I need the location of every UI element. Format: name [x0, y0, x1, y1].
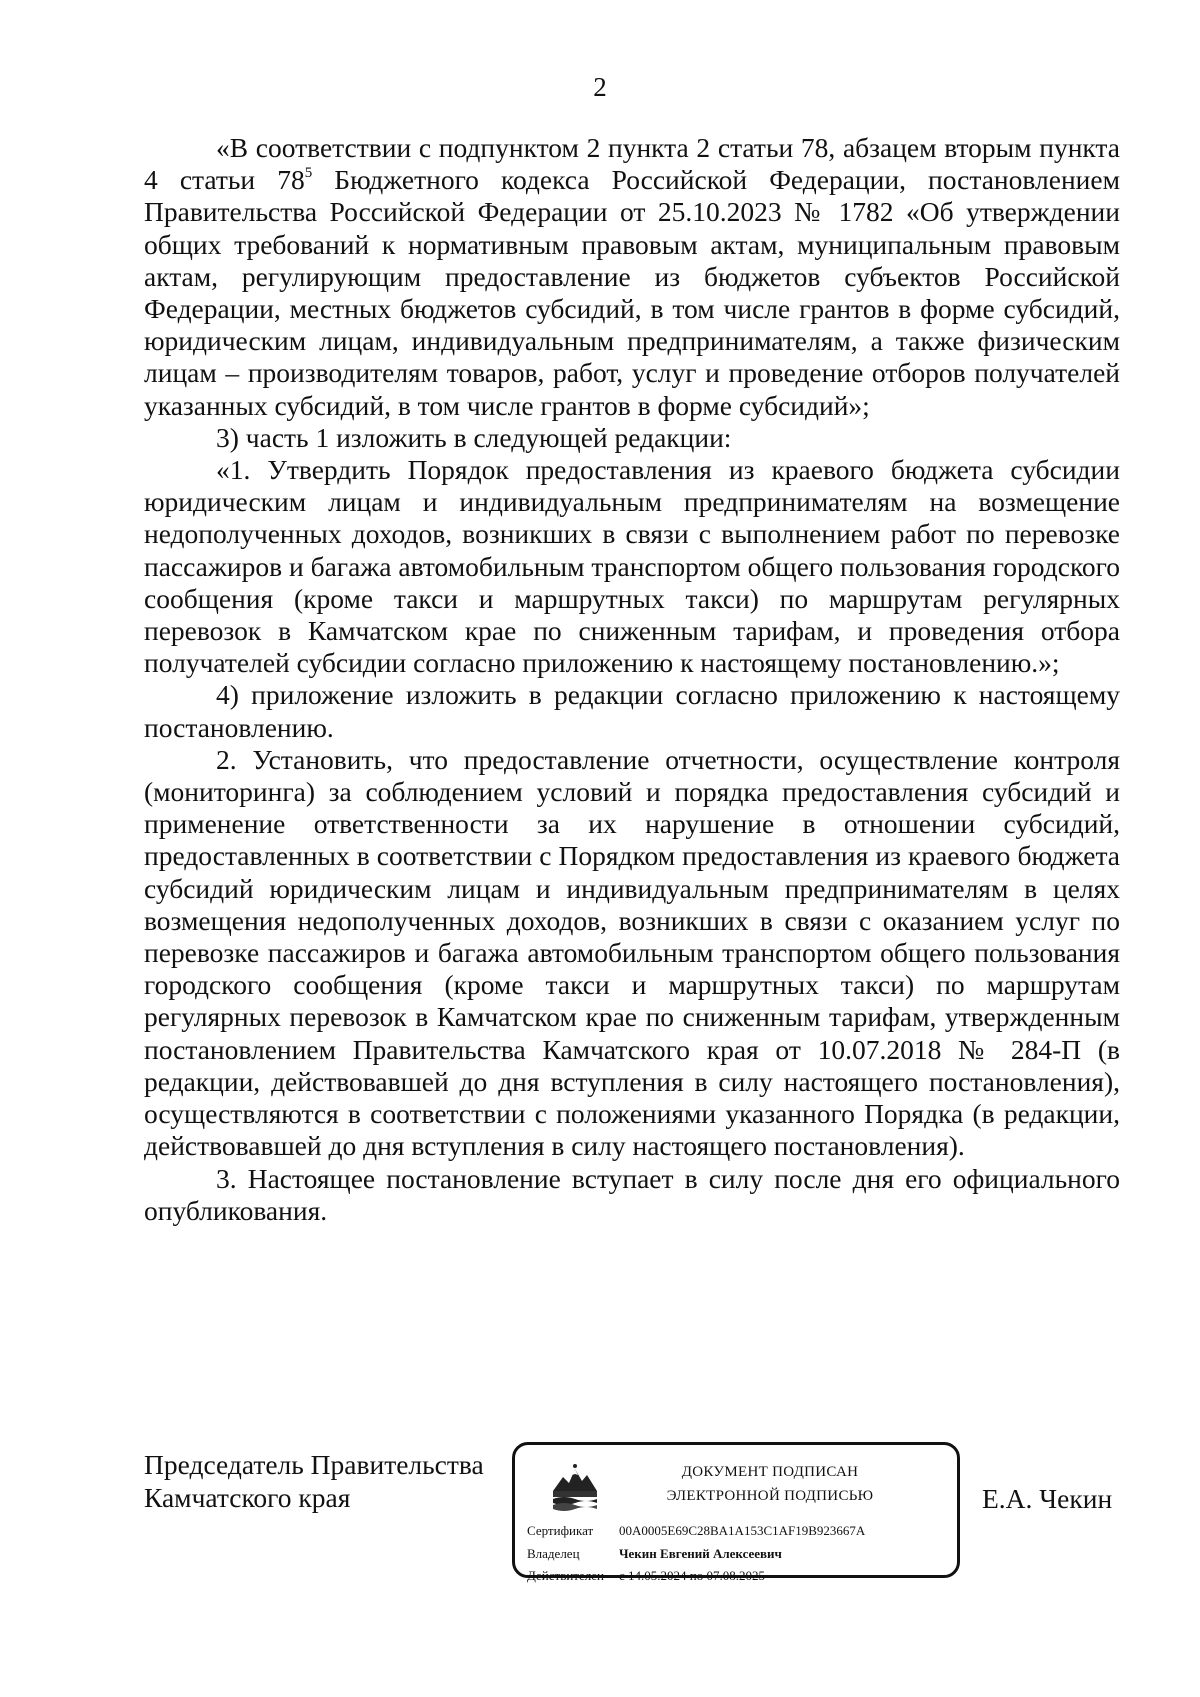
stamp-title-line-2: ЭЛЕКТРОННОЙ ПОДПИСЬЮ [666, 1488, 874, 1504]
paragraph-6: 3. Настоящее постановление вступает в силу после дня его официального опубликования. [144, 1162, 1120, 1226]
paragraph-4: 4) приложение изложить в редакции согласно приложению к настоящему постановлению. [144, 679, 1120, 743]
validity-value: с 14.05.2024 по 07.08.2025 [619, 1568, 765, 1583]
stamp-title-line-1: ДОКУМЕНТ ПОДПИСАН [681, 1464, 859, 1480]
electronic-signature-stamp [512, 1442, 960, 1583]
paragraph-1-rest: Бюджетного кодекса Российской Федерации, постановлением Правительства Российской Федерации от 25.10.2023 № 1782 «Об утверждении общих требований к нормативным правовым актам, муниципальным правовым актам, регулирующим предоставление из бюджетов субъектов Российской Федерации, местных бюджетов субсидий, в том числе грантов в форме субсидий, юридическим лицам, индивидуальным предпринимателям, а также физическим лицам – производителям товаров, работ, услуг и проведение отборов получателей указанных субсидий, в том числе грантов в форме субсидий»; [144, 164, 1120, 421]
signatory-name: Е.А. Чекин [982, 1483, 1113, 1514]
superscript: 5 [304, 165, 313, 182]
stamp-owner-row [527, 1546, 782, 1562]
kamchatka-emblem-icon [549, 1463, 601, 1513]
paragraph-1 [144, 132, 1120, 422]
certificate-value: 00A0005E69C28BA1A153C1AF19B923667A [619, 1523, 866, 1538]
document-body [144, 132, 1120, 1227]
signatory-position [144, 1448, 484, 1514]
stamp-certificate-row [527, 1523, 865, 1539]
page-number: 2 [593, 72, 607, 102]
paragraph-2: 3) часть 1 изложить в следующей редакции: [216, 421, 732, 453]
position-line-2: Камчатского края [144, 1482, 351, 1513]
paragraph-1-text: «В соответствии с подпунктом 2 пункта 2 статьи 78, абзацем вторым пункта 4 статьи 78 [144, 132, 1120, 196]
paragraph-3: «1. Утвердить Порядок предоставления из краевого бюджета субсидии юридическим лицам и индивидуальным предпринимателям на возмещение недополученных доходов, возникших в связи с выполнением работ по перевозке пассажиров и багажа автомобильным транспортом общего пользования городского сообщения (кроме такси и маршрутных такси) по маршрутам регулярных перевозок в Камчатском крае по сниженным тарифам, и проведения отбора получателей субсидии согласно приложению к настоящему постановлению.»; [144, 454, 1120, 679]
owner-label: Владелец [527, 1546, 580, 1561]
validity-label: Действителен [527, 1568, 604, 1583]
paragraph-5: 2. Установить, что предоставление отчетности, осуществление контроля (мониторинга) за соблюдением условий и порядка предоставления субсидий и применение ответственности за их нарушение в отношении субсидий, предоставленных в соответствии с Порядком предоставления из краевого бюджета субсидий юридическим лицам и индивидуальным предпринимателям в целях возмещения недополученных доходов, возникших в связи с оказанием услуг по перевозке пассажиров и багажа автомобильным транспортом общего пользования городского сообщения (кроме такси и маршрутных такси) по маршрутам регулярных перевозок в Камчатском крае по сниженным тарифам, утвержденным постановлением Правительства Камчатского края от 10.07.2018 № 284-П (в редакции, действовавшей до дня вступления в силу настоящего постановления), осуществляются в соответствии с положениями указанного Порядка (в редакции, действовавшей до дня вступления в силу настоящего постановления). [144, 743, 1120, 1162]
stamp-validity-row [527, 1568, 765, 1584]
certificate-label: Сертификат [527, 1523, 594, 1538]
position-line-1: Председатель Правительства [144, 1449, 484, 1480]
owner-value: Чекин Евгений Алексеевич [619, 1546, 782, 1561]
